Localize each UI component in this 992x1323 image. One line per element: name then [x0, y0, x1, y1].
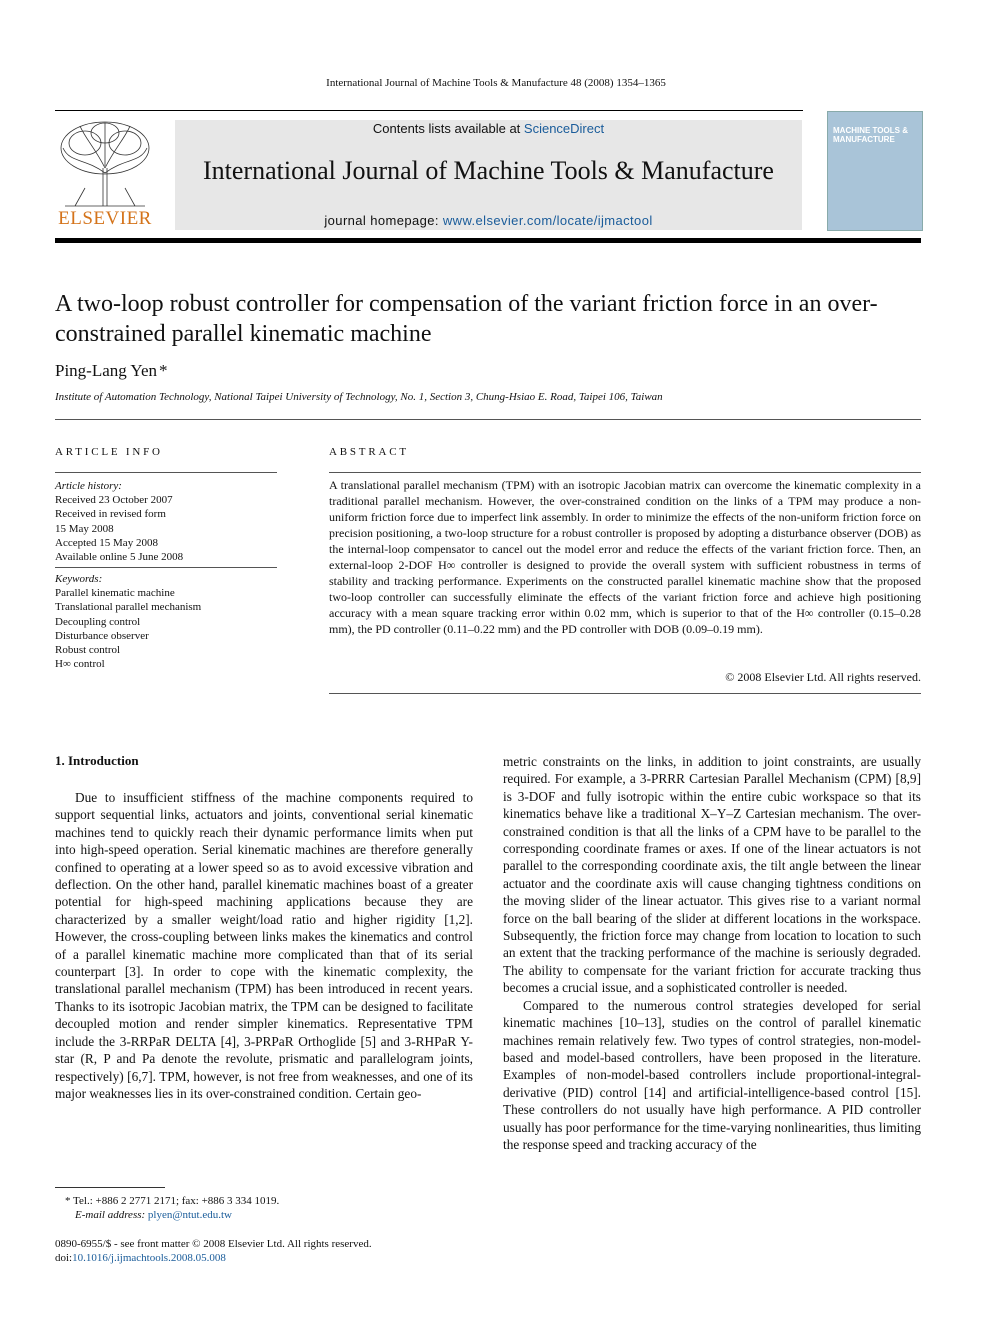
- history-item: Accepted 15 May 2008: [55, 536, 158, 549]
- keywords: [55, 572, 277, 671]
- history-item: Received in revised form: [55, 508, 166, 521]
- keyword: Disturbance observer: [55, 629, 149, 642]
- keyword: Parallel kinematic machine: [55, 587, 175, 600]
- footnote-contact: [65, 1194, 465, 1222]
- doi-label: doi:: [55, 1252, 73, 1264]
- email-link[interactable]: plyen@ntut.edu.tw: [147, 1209, 232, 1221]
- article-history: [55, 479, 277, 564]
- keyword: H∞ control: [55, 658, 105, 671]
- sciencedirect-link[interactable]: ScienceDirect: [523, 121, 605, 136]
- paragraph: Due to insufficient stiffness of the machine components required to support sequential links, actuators and joints, conventional serial kinematic machines tend to quickly reach their dynamic performance limits when put into high-speed operation. Serial kinematic machines are therefore generally confined to operating at a lower speed so as to avoid excessive vibration and deflection. On the other hand, parallel kinematic machines boast of a greater potential for high-speed machining applications because they are characterized by a smaller weight/load ratio and higher rigidity [1,2]. However, the cross-coupling between links makes the kinematics and control of a parallel kinematic machine more complicated than that of its serial counterpart [3]. In order to cope with the kinematic complexity, the translational parallel mechanism (TPM) has been introduced in recent years. Thanks to its isotropic Jacobian matrix, the TPM can be designed to facilitate decoupled motion and render simpler kinematics. Representative TPM include the 3-RRPaR DELTA [4], 3-PRPaR Orthoglide [5] and 3-RHPaR Y-star (R, P and Pa denote the revolute, prismatic and parallelogram joints, respectively) [6,7]. TPM, however, is not free from weaknesses, and one of its major weaknesses lies in its over-constrained condition. Certain geo-: [55, 790, 473, 1101]
- footnote-tel: * Tel.: +886 2 2771 2171; fax: +886 3 334 1019.: [65, 1195, 280, 1207]
- body-right-column: [503, 753, 921, 1153]
- homepage-line: [175, 213, 802, 228]
- abstract-heading: ABSTRACT: [329, 446, 409, 458]
- info-rule-2: [55, 567, 277, 568]
- affiliation: Institute of Automation Technology, National Taipei University of Technology, No. 1, Section 3, Chung-Hsiao E. Road, Taipei 106, Taiwan: [55, 391, 663, 403]
- author-name: [55, 361, 168, 381]
- history-item: Received 23 October 2007: [55, 494, 173, 507]
- body-left-column: [55, 789, 473, 1102]
- cover-title: MACHINE TOOLS & MANUFACTURE: [833, 126, 908, 144]
- abstract-rule-bottom: [329, 693, 921, 694]
- paragraph: Compared to the numerous control strategies developed for serial kinematic machines [10–13], studies on the control of parallel kinematic machines remain relatively few. Two types of control strategies, non-model-based and model-based controllers, have been proposed in the literature. Examples of non-model-based controllers include proportional-integral-derivative (PID) control [14] and artificial-intelligence-based control [15]. These controllers do not usually have high performance. A PID controller usually has poor performance for the time-varying nonlinearities, thus limiting the response speed and tracking accuracy of the: [503, 997, 922, 1152]
- elsevier-logo-text: ELSEVIER: [58, 208, 152, 229]
- contents-line: [175, 121, 802, 136]
- running-header: International Journal of Machine Tools & Manufacture 48 (2008) 1354–1365: [326, 77, 666, 89]
- keyword: Robust control: [55, 644, 121, 657]
- doi-link[interactable]: 10.1016/j.ijmachtools.2008.05.008: [72, 1252, 226, 1264]
- issn-line: 0890-6955/$ - see front matter © 2008 Elsevier Ltd. All rights reserved.: [55, 1238, 372, 1250]
- footnote-rule: [55, 1187, 165, 1188]
- affiliation-rule: [55, 419, 921, 420]
- author-footnote-mark[interactable]: *: [159, 361, 168, 380]
- journal-name: International Journal of Machine Tools & Manufacture: [203, 156, 774, 185]
- keywords-label: Keywords:: [55, 573, 103, 585]
- keyword: Decoupling control: [55, 615, 141, 628]
- history-item: Available online 5 June 2008: [55, 551, 184, 564]
- info-rule-1: [55, 472, 277, 473]
- section-heading-introduction: 1. Introduction: [55, 753, 139, 768]
- history-label: Article history:: [55, 480, 122, 492]
- header-thick-rule: [55, 238, 921, 243]
- history-item: 15 May 2008: [55, 522, 114, 535]
- front-matter: [55, 1237, 475, 1265]
- article-info-heading: ARTICLE INFO: [55, 446, 163, 458]
- contents-prefix: Contents lists available at: [372, 121, 524, 136]
- paragraph: metric constraints on the links, in addition to joint constraints, are usually required. For example, a 3-PRRR Cartesian Parallel Mechanism (CPM) [8,9] is 3-DOF and fully isotropic within the entire cubic workspace so that its kinematics behave like a traditional X–Y–Z Cartesian mechanism. The over-constrained condition is that all the links of a CPM have to be parallel to the corresponding coordinate frames or axes. If one of the linear actuators is not parallel to the corresponding coordinate axis, the tilt angle between the linear actuator and the coordinate axis will cause changing tightness conditions on the moving slider of the linear actuator. This gives rise to a variant normal force on the ball bearing of the slider at different locations in the workspace. Subsequently, the friction force may change from location to location to such an extent that the tracking performance of the machine is seriously degraded. The ability to compensate for the variant friction for accurate tracking thus becomes a crucial issue, and a sophisticated controller is needed.: [503, 754, 921, 996]
- header-rule: [55, 110, 803, 111]
- abstract-rule-top: [329, 472, 921, 473]
- abstract-text: A translational parallel mechanism (TPM) with an isotropic Jacobian matrix can overcome the kinematic complexity in a traditional parallel mechanism. However, the over-constrained condition on the links of a TPM may produce a non-uniform friction force due to imperfect link assembly. In order to minimize the effects of the non-uniform friction force on precision positioning, a two-loop structure for a robust controller is proposed by adopting a disturbance observer (DOB) as the internal-loop compensator to cancel out the model error and reduce the effects of the variant friction force. Then, an external-loop 2-DOF H∞ controller is designed to provide the overall system with sufficient robustness in terms of stability and tracking performance. Experiments on the constructed parallel kinematic machine show that the proposed two-loop controller can successfully eliminate the effects of the variant friction force and achieve high positioning accuracy with a mean square tracking error within 0.02 mm, which is superior to that of the H∞ controller (0.15–0.28 mm), the PD controller (0.11–0.22 mm) and the PD controller with DOB (0.09–0.19 mm).: [329, 478, 921, 636]
- email-label: E-mail address:: [75, 1209, 148, 1221]
- keyword: Translational parallel mechanism: [55, 601, 202, 614]
- abstract-copyright: © 2008 Elsevier Ltd. All rights reserved.: [725, 670, 921, 684]
- author-text: Ping-Lang Yen: [55, 361, 158, 380]
- homepage-link[interactable]: www.elsevier.com/locate/ijmactool: [442, 213, 653, 228]
- article-title: A two-loop robust controller for compensation of the variant friction force in an over-constrained parallel kinematic machine: [55, 291, 878, 347]
- homepage-prefix: journal homepage:: [324, 213, 443, 228]
